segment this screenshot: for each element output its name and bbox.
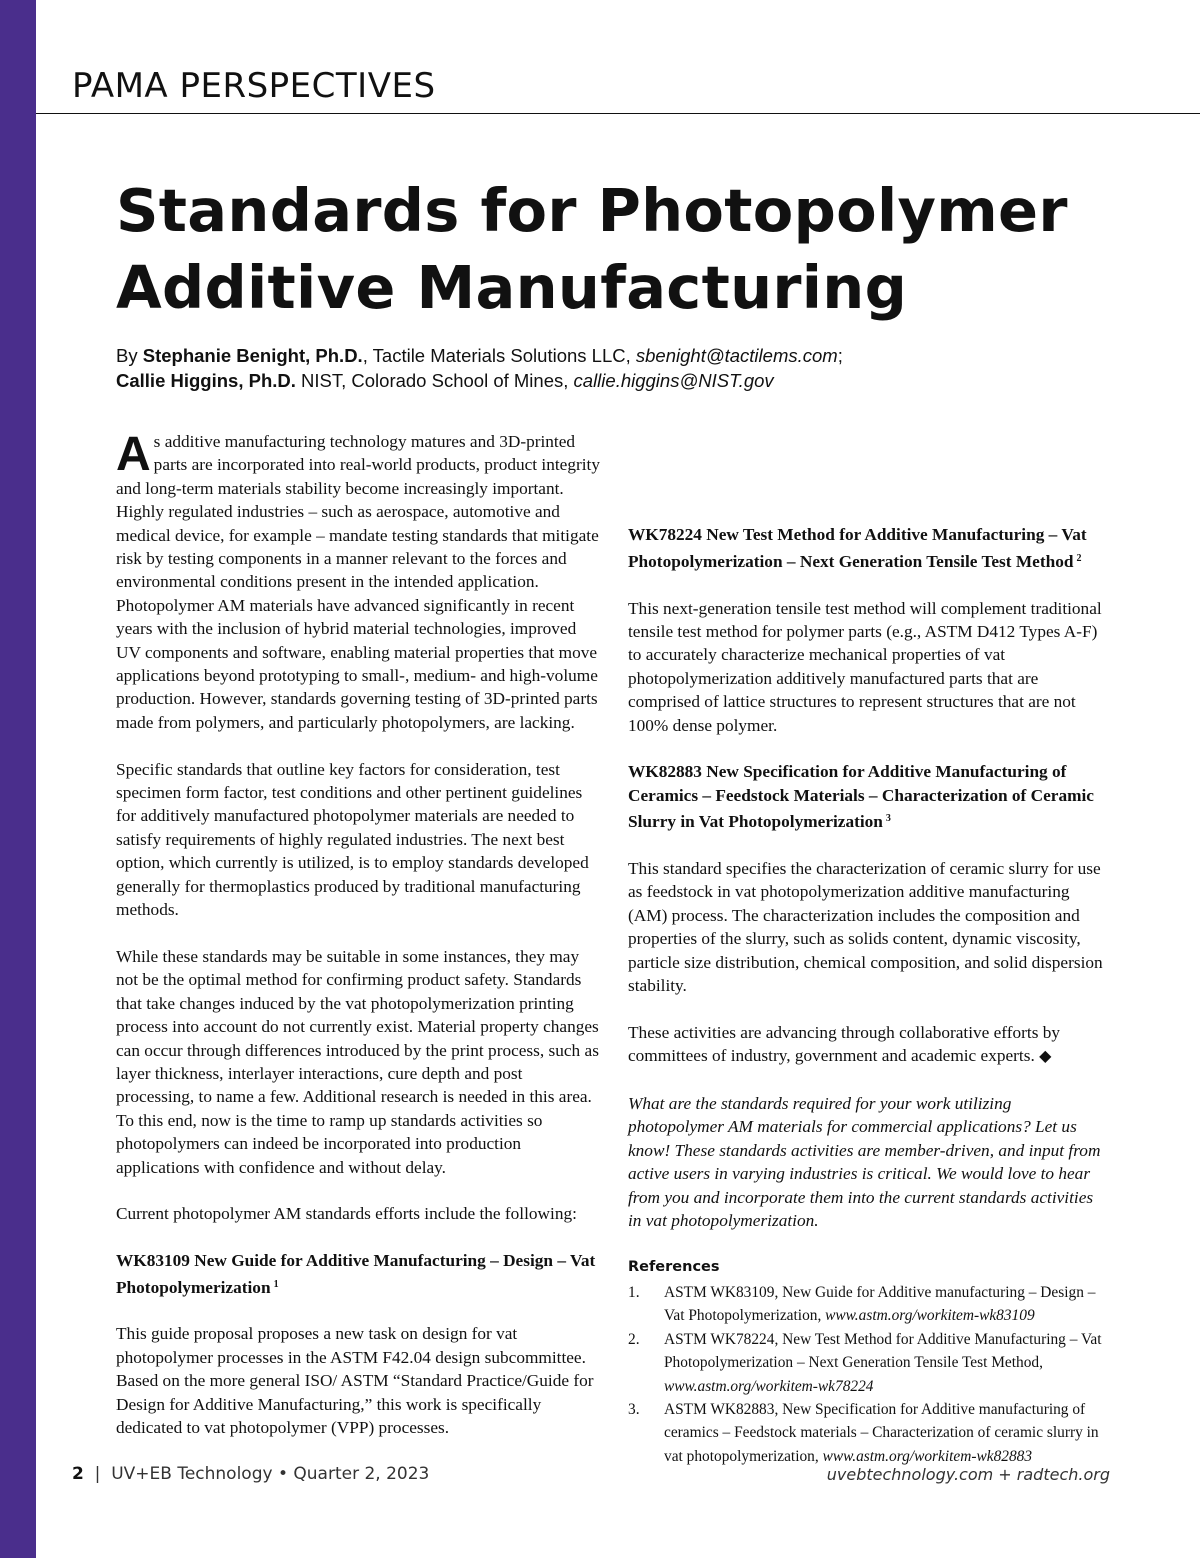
standard-item-1	[116, 1249, 604, 1439]
sidebar-accent-bar	[0, 0, 36, 1558]
standard-body: This next-generation tensile test method will complement traditional tensile test method for polymer parts (e.g., ASTM D412 Types A-F) to accurately characterize mechanical properties of vat photopolymerization additively manufactured parts that are comprised of lattice structures to represent structures that are not 100% dense polymer.	[628, 598, 1102, 735]
standard-title: WK82883 New Specification for Additive Manufacturing of Ceramics – Feedstock Materials – Characterization of Ceramic Slurry in Vat Photopolymerization $^3$	[628, 762, 1094, 832]
byline	[116, 343, 1156, 393]
body-paragraph-2: Specific standards that outline key factors for consideration, test specimen form factor, test conditions and other pertinent guidelines for additively manufactured photopolymer materials are needed to satisfy requirements of highly regulated industries. The next best option, which currently is utilized, is to employ standards developed generally for thermoplastics produced by traditional manufacturing methods.	[116, 759, 589, 920]
standard-body: This guide proposal proposes a new task on design for vat photopolymer processes in the ASTM F42.04 design subcommittee. Based on the more general ISO/ ASTM “Standard Practice/Guide for Design for Additive Manufacturing,” this work is specifically dedicated to vat photopolymer (VPP) processes.	[116, 1324, 594, 1437]
reference-item	[628, 1398, 1110, 1468]
closing-paragraph: These activities are advancing through collaborative efforts by committees of industry, government and academic experts. ◆	[628, 1022, 1061, 1066]
reference-link[interactable]: www.astm.org/workitem-wk83109	[825, 1307, 1035, 1325]
footnote-ref[interactable]: 1	[273, 1278, 279, 1290]
page-number: 2	[72, 1464, 84, 1484]
author-1-name: Stephanie Benight, Ph.D.	[142, 345, 363, 366]
reference-link[interactable]: www.astm.org/workitem-wk82883	[822, 1447, 1033, 1465]
standard-item-2	[628, 523, 1110, 737]
body-paragraph-3: While these standards may be suitable in some instances, they may not be the optimal method for confirming product safety. Standards that take changes induced by the vat photopolymerization printing process into account do not currently exist. Material property changes can occur through differences introduced by the print process, such as layer thickness, interlayer interactions, cure depth and post processing, to name a few. Additional research is needed in this area. To this end, now is the time to ramp up standards activities so photopolymers can indeed be incorporated into production applications with confidence and without delay.	[116, 946, 599, 1177]
article-title	[116, 172, 1156, 326]
reference-item	[628, 1328, 1110, 1398]
title-line-2: Additive Manufacturing	[116, 253, 908, 322]
body-paragraph-4: Current photopolymer AM standards efforts include the following:	[116, 1204, 577, 1224]
reference-text: ASTM WK82883, New Specification for Additive manufacturing of ceramics – Feedstock materials – Characterization of ceramic slurry in vat photopolymerization,	[664, 1400, 1099, 1465]
intro-paragraph	[116, 430, 604, 734]
call-to-action: What are the standards required for your work utilizing photopolymer AM materials for commercial applications? Let us know! These standards activities are member-driven, and input from active users in varying industries is critical. We would love to hear from you and incorporate them into the current standards activities in vat photopolymerization.	[628, 1094, 1101, 1231]
references-heading: References	[628, 1258, 720, 1275]
standard-item-3	[628, 760, 1110, 997]
reference-number: 1.	[628, 1283, 640, 1301]
author-1-affiliation: , Tactile Materials Solutions LLC,	[362, 345, 636, 366]
reference-text: ASTM WK83109, New Guide for Additive manufacturing – Design – Vat Photopolymerization,	[664, 1283, 1096, 1325]
reference-number: 2.	[628, 1330, 640, 1348]
publication-info: UV+EB Technology • Quarter 2, 2023	[111, 1464, 430, 1484]
author-2-email[interactable]: callie.higgins@NIST.gov	[573, 370, 774, 391]
drop-cap: A	[116, 428, 151, 481]
reference-text: ASTM WK78224, New Test Method for Additive Manufacturing – Vat Photopolymerization – Next Generation Tensile Test Method,	[664, 1330, 1102, 1372]
reference-link[interactable]: www.astm.org/workitem-wk78224	[664, 1377, 874, 1395]
standard-body: This standard specifies the characterization of ceramic slurry for use as feedstock in vat photopolymerization additive manufacturing (AM) process. The characterization includes the composition and properties of the slurry, such as solids content, dynamic viscosity, particle size distribution, chemical composition, and solid dispersion stability.	[628, 859, 1103, 996]
right-column	[628, 430, 1110, 1468]
intro-text: s additive manufacturing technology matures and 3D-printed parts are incorporated into real-world products, product integrity and long-term materials stability become increasingly important. Highly regulated industries – such as aerospace, automotive and medical device, for example – mandate testing standards that mitigate risk by testing components in a manner relevant to the forces and environmental conditions present in the intended application. Photopolymer AM materials have advanced significantly in recent years with the inclusion of hybrid material technologies, improved UV components and software, enabling material properties that move applications beyond prototyping to small-, medium- and high-volume production. However, standards governing testing of 3D-printed parts made from polymers, and particularly photopolymers, are lacking.	[116, 432, 600, 732]
header-divider	[36, 113, 1200, 114]
standard-title: WK78224 New Test Method for Additive Manufacturing – Vat Photopolymerization – Next Generation Tensile Test Method $^2$	[628, 525, 1087, 571]
byline-by: By	[116, 345, 143, 366]
footer-publication	[72, 1464, 429, 1484]
footnote-ref[interactable]: 3	[885, 813, 891, 825]
footnote-ref[interactable]: 2	[1076, 552, 1082, 564]
author-2-affiliation: NIST, Colorado School of Mines,	[295, 370, 574, 391]
byline-separator: ;	[837, 345, 843, 366]
references-list	[628, 1281, 1110, 1468]
column-continuation-space	[628, 430, 1110, 500]
section-header: PAMA PERSPECTIVES	[72, 66, 436, 106]
author-2-name: Callie Higgins, Ph.D.	[116, 370, 296, 391]
end-mark-icon: ◆	[1039, 1048, 1052, 1066]
author-1-email[interactable]: sbenight@tactilems.com	[635, 345, 838, 366]
footer-websites[interactable]: uvebtechnology.com + radtech.org	[826, 1465, 1110, 1484]
reference-number: 3.	[628, 1400, 640, 1418]
title-line-1: Standards for Photopolymer	[116, 176, 1068, 245]
footer-divider: |	[94, 1464, 101, 1484]
standard-title: WK83109 New Guide for Additive Manufacturing – Design – Vat Photopolymerization $^1$	[116, 1251, 596, 1297]
left-column	[116, 430, 604, 1439]
reference-item	[628, 1281, 1110, 1328]
